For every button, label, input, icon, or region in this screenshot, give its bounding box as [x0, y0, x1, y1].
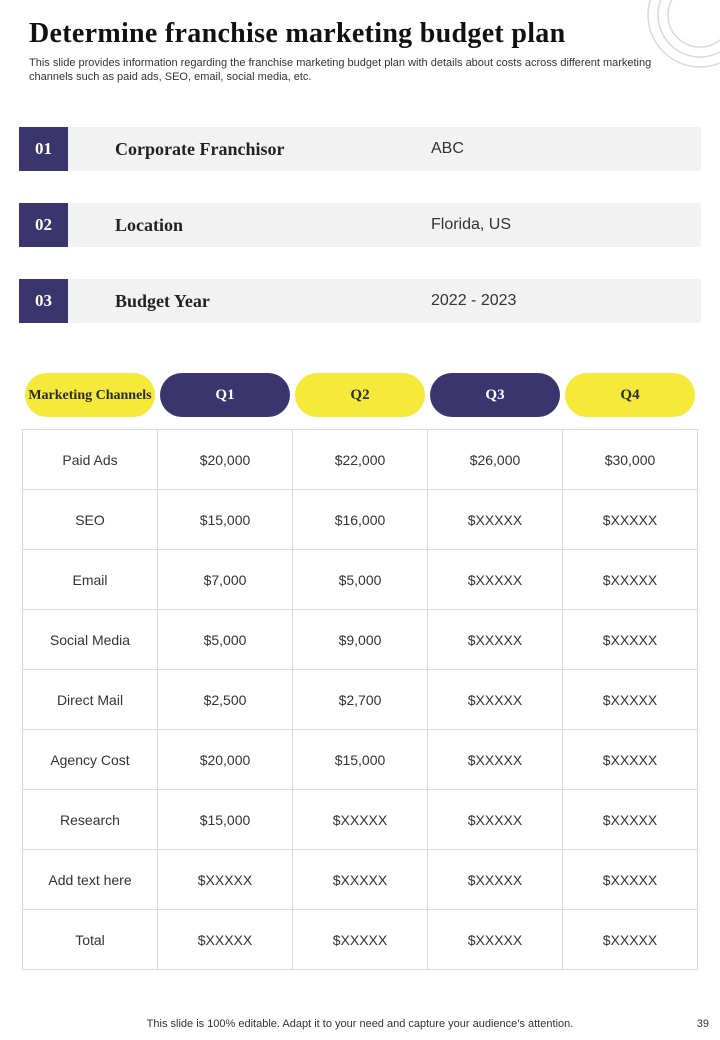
header-pill-q3: Q3: [430, 373, 560, 417]
table-cell: $15,000: [158, 790, 293, 850]
header-pill-marketing-channels: Marketing Channels: [25, 373, 155, 417]
table-header-pills: [25, 373, 695, 417]
header-pill-q4: Q4: [565, 373, 695, 417]
table-cell: $22,000: [293, 430, 428, 490]
table-cell: $XXXXX: [563, 610, 698, 670]
table-cell: $XXXXX: [428, 610, 563, 670]
table-cell: $XXXXX: [428, 850, 563, 910]
info-value: 2022 - 2023: [431, 292, 517, 309]
table-cell: $XXXXX: [428, 490, 563, 550]
table-cell: $2,700: [293, 670, 428, 730]
table-row: [23, 550, 698, 610]
table-row: [23, 610, 698, 670]
table-cell: $XXXXX: [563, 910, 698, 970]
info-value: ABC: [431, 140, 464, 157]
info-value: Florida, US: [431, 216, 512, 233]
table-row: [23, 730, 698, 790]
table-cell: SEO: [23, 490, 158, 550]
table-cell: $XXXXX: [428, 550, 563, 610]
info-row-location: [19, 203, 701, 247]
table-cell: $XXXXX: [563, 670, 698, 730]
table-cell: $9,000: [293, 610, 428, 670]
table-cell: $30,000: [563, 430, 698, 490]
table-cell: $XXXXX: [563, 550, 698, 610]
footer-note: This slide is 100% editable. Adapt it to your need and capture your audience’s attention.: [146, 1018, 574, 1030]
table-cell: $XXXXX: [428, 730, 563, 790]
table-cell: $XXXXX: [563, 790, 698, 850]
table-cell: $7,000: [158, 550, 293, 610]
table-cell: $XXXXX: [428, 790, 563, 850]
table-cell: $15,000: [293, 730, 428, 790]
table-cell: $XXXXX: [563, 730, 698, 790]
table-cell: $XXXXX: [158, 910, 293, 970]
info-number: 03: [19, 279, 68, 323]
header-pill-q1: Q1: [160, 373, 290, 417]
page-title: Determine franchise marketing budget plan: [29, 18, 566, 49]
info-label: Budget Year: [115, 290, 210, 311]
table-cell: Add text here: [23, 850, 158, 910]
table-cell: $26,000: [428, 430, 563, 490]
table-cell: $16,000: [293, 490, 428, 550]
info-number: 02: [19, 203, 68, 247]
info-row-budget-year: [19, 279, 701, 323]
table-cell: Email: [23, 550, 158, 610]
table-cell: $20,000: [158, 730, 293, 790]
table-row-total: [23, 910, 698, 970]
table-cell: $XXXXX: [428, 910, 563, 970]
info-label: Location: [115, 214, 184, 235]
budget-table: [22, 429, 698, 970]
table-cell: $XXXXX: [158, 850, 293, 910]
page-number: 39: [696, 1018, 709, 1030]
info-label: Corporate Franchisor: [115, 138, 285, 159]
table-cell: Total: [23, 910, 158, 970]
table-cell: $XXXXX: [293, 790, 428, 850]
table-row: [23, 490, 698, 550]
table-cell: Research: [23, 790, 158, 850]
table-cell: $XXXXX: [563, 850, 698, 910]
table-cell: $15,000: [158, 490, 293, 550]
table-cell: Paid Ads: [23, 430, 158, 490]
info-number: 01: [19, 127, 68, 171]
header-pill-q2: Q2: [295, 373, 425, 417]
info-row-franchisor: [19, 127, 701, 171]
table-cell: $5,000: [158, 610, 293, 670]
table-cell: Social Media: [23, 610, 158, 670]
table-row: [23, 670, 698, 730]
table-cell: $XXXXX: [563, 490, 698, 550]
table-cell: $XXXXX: [293, 910, 428, 970]
table-row: [23, 790, 698, 850]
table-row: [23, 430, 698, 490]
table-cell: $2,500: [158, 670, 293, 730]
table-cell: Agency Cost: [23, 730, 158, 790]
table-cell: $XXXXX: [293, 850, 428, 910]
table-cell: Direct Mail: [23, 670, 158, 730]
table-cell: $5,000: [293, 550, 428, 610]
page-subtitle: This slide provides information regarding the franchise marketing budget plan with details about costs across different marketing channels such as paid ads, SEO, email, social media, etc.: [29, 57, 652, 83]
table-row: [23, 850, 698, 910]
table-cell: $20,000: [158, 430, 293, 490]
table-cell: $XXXXX: [428, 670, 563, 730]
